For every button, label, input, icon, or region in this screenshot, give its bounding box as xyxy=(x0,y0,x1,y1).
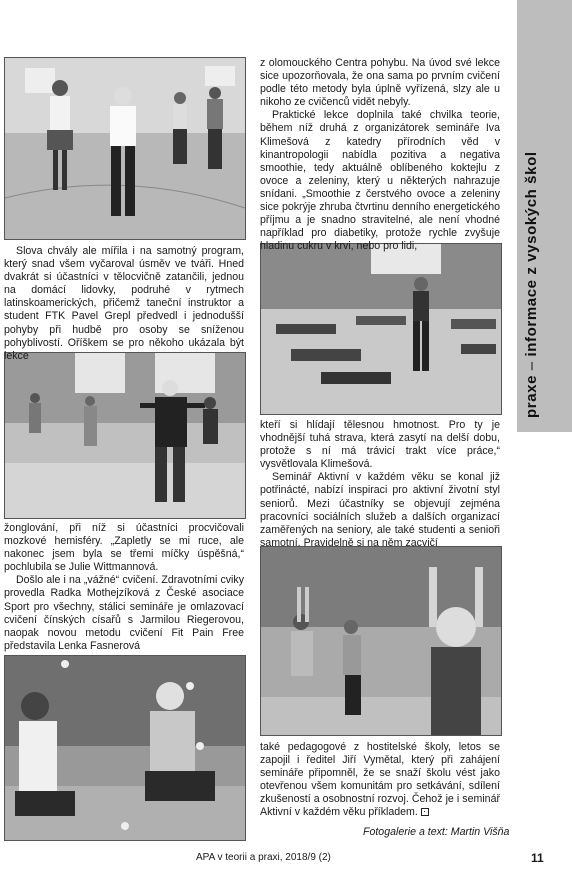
section-label xyxy=(523,151,540,418)
paragraph: Došlo ale i na „vážné“ cvičení. Zdravotními cviky provedla Radka Mothejzíková z České asociace Sport pro všechny, stálici semináře je omlazovací cvičení čínských císařů s Jarmilou Riegerovou, naopak novou metodu cvičení Fit Pain Free představila Lenka Fasnerová xyxy=(4,574,244,652)
paragraph: z olomouckého Centra pohybu. Na úvod své lekce sice upozorňovala, že ona sama po prvním cvičení podle této metody byla úplně vyřízená, slzy ale u nikoho ze cvičenců vidět nebyly. xyxy=(260,57,500,109)
paragraph: Praktické lekce doplnila také chvilka teorie, během níž druhá z organizátorek semináře Iva Klimešová z katedry přírodních věd v kinantropologii nabídla pozitiva a negativa smoothie, tedy aktuálně oblíbeného koktejlu z ovoce a zeleniny, který u některých nahrazuje snídani. „Smoothie z čerstvého ovoce a zeleniny sice pokrýje zhruba čtvrtinu denního energetického příjmu a je snadno stravitelné, ale není vhodné například pro diabetiky, protože rychle zvyšuje hladinu cukru v krvi, nebo pro lidi, xyxy=(260,109,500,253)
photo-floor-exercise xyxy=(260,243,502,415)
right-column-middle xyxy=(260,419,500,550)
section-label-rest: informace z vysokých škol xyxy=(523,151,540,357)
photo-dancing-women xyxy=(4,57,246,240)
right-column-top xyxy=(260,57,500,253)
photo-juggling-seniors xyxy=(4,655,246,841)
photo-credit: Fotogalerie a text: Martin Višňa xyxy=(363,826,510,838)
section-label-separator: – xyxy=(523,356,540,375)
paragraph: žonglování, při níž si účastníci procvičovali mozkové hemisféry. „Zapletly se mi ruce, ale nakonec jsem byla se třemi míčky úspěšná,“ pochlubila se Julie Wittmannová. xyxy=(4,522,244,574)
section-label-bold: praxe xyxy=(523,374,540,418)
paragraph: kteří si hlídají tělesnou hmotnost. Pro ty je vhodnější tuhá strava, která zasytí na delší dobu, protože s ní má trávicí trakt více práce,“ vysvětlovala Klimešová. xyxy=(260,419,500,471)
page-number: 11 xyxy=(531,851,544,865)
paragraph: Slova chvály ale mířila i na samotný program, který snad všem vyčaroval úsměv ve tváři. Hned dvakrát si účastníci v tělocvičně zatančili, jednou na domácí lidovky, podruhé v rytmech latinskoamerických, přičemž taneční instruktor a student FTK Pavel Grepl předvedl i jednodušší pohyby při hudbě pro osoby se sníženou pohyblivostí. Oříškem se pro někoho ukázala být lekce xyxy=(4,245,244,362)
paragraph-final-text: také pedagogové z hostitelské školy, letos se zapojil i ředitel Jiří Vymětal, který při zahájení semináře připomněl, že se snaží školu vést jako otevřenou všem komunitám pro setkávání, sdílení zkušeností a osobnostní rozvoj. Čehož je i seminář Aktivní v každém věku příkladem. xyxy=(260,741,500,819)
journal-name: APA v teorii a praxi, 2018/9 (2) xyxy=(196,852,331,863)
end-of-article-icon xyxy=(421,808,429,816)
left-column-top xyxy=(4,245,244,363)
paragraph-final xyxy=(260,741,500,820)
photo-stretching-seniors xyxy=(260,546,502,736)
right-column-bottom xyxy=(260,741,500,820)
left-column-bottom xyxy=(4,522,244,653)
photo-dance-instructor xyxy=(4,352,246,519)
paragraph: Seminář Aktivní v každém věku se konal již potřinácté, nabízí inspiraci pro aktivní životní styl seniorů. Mezi účastníky se objevují zejména pracovníci sociálních služeb a dalších organizací zaměřených na seniory, ale také studenti a senioři samotní. Pravidelně si na něm zacvičí xyxy=(260,471,500,549)
